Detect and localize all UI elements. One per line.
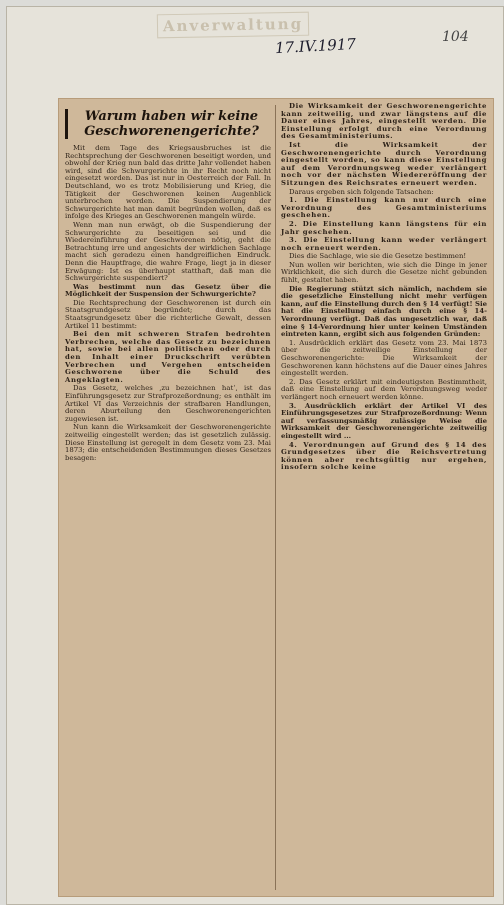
archive-stamp: Anverwaltung — [157, 12, 309, 39]
handwritten-date: 17.IV.1917 — [274, 34, 357, 58]
newspaper-clipping — [59, 99, 493, 896]
paragraph: Die Regierung stützt sich nämlich, nachdem sie die gesetzliche Einstellung nicht mehr verfügen kann, auf die Einstellung durch den § 14 verfügt! Sie hat die Einstellung einfach durch eine § 14-Verordnung verfügt. Daß das ungesetzlich war, daß eine § 14-Verordnung hier unter keinen Umständen eintreten kann, ergibt sich aus folgenden Gründen: — [281, 284, 487, 339]
paragraph: 2. Die Einstellung kann längstens für ein Jahr geschehen. — [281, 219, 487, 236]
paragraph: Die Wirksamkeit der Geschworenengerichte kann zeitweilig, und zwar längstens auf die Dauer eines Jahres, eingestellt werden. Die Einstellung erfolgt durch eine Verordnung des Gesamtministeriums. — [281, 102, 487, 141]
article-headline: Warum haben wir keine Geschworenengerichte? — [65, 109, 271, 139]
paragraph: Nun wollen wir berichten, wie sich die Dinge in jener Wirklichkeit, die sich durch die Gesetze nicht gebunden fühlt, gestaltet haben. — [281, 260, 487, 285]
paragraph: Daraus ergeben sich folgende Tatsachen: — [289, 187, 434, 196]
left-column — [65, 105, 271, 463]
paragraph: 2. Das Gesetz erklärt mit eindeutigsten Bestimmtheit, daß eine Einstellung auf dem Verordnungsweg weder verlängert noch erneuert werden könne. — [281, 377, 487, 401]
paragraph: Das Gesetz, welches ‚zu bezeichnen hat‘, ist das Einführungsgesetz zur Strafprozeßordnung; es enthält im Artikel VI das Verzeichnis der strafbaren Handlungen, deren Aburteilung den Geschworenengerichten zugewiesen ist. — [65, 384, 271, 423]
right-column — [281, 103, 487, 473]
paragraph: Dies die Sachlage, wie sie die Gesetze bestimmen! — [289, 252, 467, 261]
paragraph: Wenn man nun erwägt, ob die Suspendierung der Schwurgerichte zu beseitigen sei und die Wiedereinführung der Geschworenen nötig, geht die Betrachtung irre und angesichts der wirklichen Sachlage macht sich geradezu einen handgreiflichen Eindruck. Denn die Hauptfrage, die wahre Frage, liegt ja in dieser Erwägung: Ist es überhaupt statthaft, daß man die Schwurgerichte suspendiert? — [65, 220, 271, 283]
paragraph: Nun kann die Wirksamkeit der Geschworenengerichte zeitweilig eingestellt werden; das ist gesetzlich zulässig. Diese Einstellung ist geregelt in dem Gesetz vom 23. Mai 1873; die entscheidenden Bestimmungen dieses Gesetzes besagen: — [65, 423, 271, 462]
paragraph: Die Rechtsprechung der Geschworenen ist durch ein Staatsgrundgesetz begründet; durch das Staatsgrundgesetz über die richterliche Gewalt, dessen Artikel 11 bestimmt: — [65, 298, 271, 330]
paragraph: 3. Die Einstellung kann weder verlängert noch erneuert werden. — [281, 236, 487, 252]
paragraph: Ist die Wirksamkeit der Geschworenengerichte durch Verordnung eingestellt worden, so kann diese Einstellung auf dem Verordnungsweg weder verlängert noch vor der nächsten Wiedereröffnung der Sitzungen des Reichsrates erneuert werden. — [281, 140, 487, 187]
paragraph: 4. Verordnungen auf Grund des § 14 des Grundgesetzes über die Reichsvertretung können aber rechtsgültig nur ergehen, insofern solche keine — [281, 440, 487, 472]
paragraph: Was bestimmt nun das Gesetz über die Möglichkeit der Suspension der Schwurgerichte? — [65, 282, 271, 299]
paragraph: 1. Die Einstellung kann nur durch eine Verordnung des Gesamtministeriums geschehen. — [281, 196, 487, 220]
paragraph: 3. Ausdrücklich erklärt der Artikel VI des Einführungsgesetzes zur Strafprozeßordnung: Wenn auf verfassungsmäßig zulässige Weise die Wirksamkeit der Geschworenengerichte zeitweilig eingestellt wird ... — [281, 401, 487, 440]
handwritten-page-number: 104 — [442, 29, 469, 45]
column-separator — [275, 105, 276, 890]
archive-sheet — [6, 6, 504, 905]
paragraph: Bei den mit schweren Strafen bedrohten Verbrechen, welche das Gesetz zu bezeichnen hat, sowie bei allen politischen oder durch den Inhalt einer Druckschrift verübten Verbrechen und Vergehen entscheiden Geschworene über die Schuld des Angeklagten. — [65, 330, 271, 384]
paragraph: 1. Ausdrücklich erklärt das Gesetz vom 23. Mai 1873 über die zeitweilige Einstellung der Geschworenengerichte: Die Wirksamkeit der Geschworenen kann höchstens auf die Dauer eines Jahres eingestellt werden. — [281, 338, 487, 378]
paragraph: Mit dem Tage des Kriegsausbruches ist die Rechtsprechung der Geschworenen beseitigt worden, und obwohl der Krieg nun bald das dritte Jahr vollendet haben wird, sind die Schwurgerichte in ihr Recht noch nicht eingesetzt worden. Das ist nur in Oesterreich der Fall. In Deutschland, wo es trotz Mobilisierung und Krieg, die Tätigkeit der Geschworenen keinen Augenblick unterbrochen worden. Die Suspendierung der Schwurgerichte hat man damit begründen wollen, daß es infolge des Krieges an Geschworenen mangeln würde. — [65, 144, 271, 221]
